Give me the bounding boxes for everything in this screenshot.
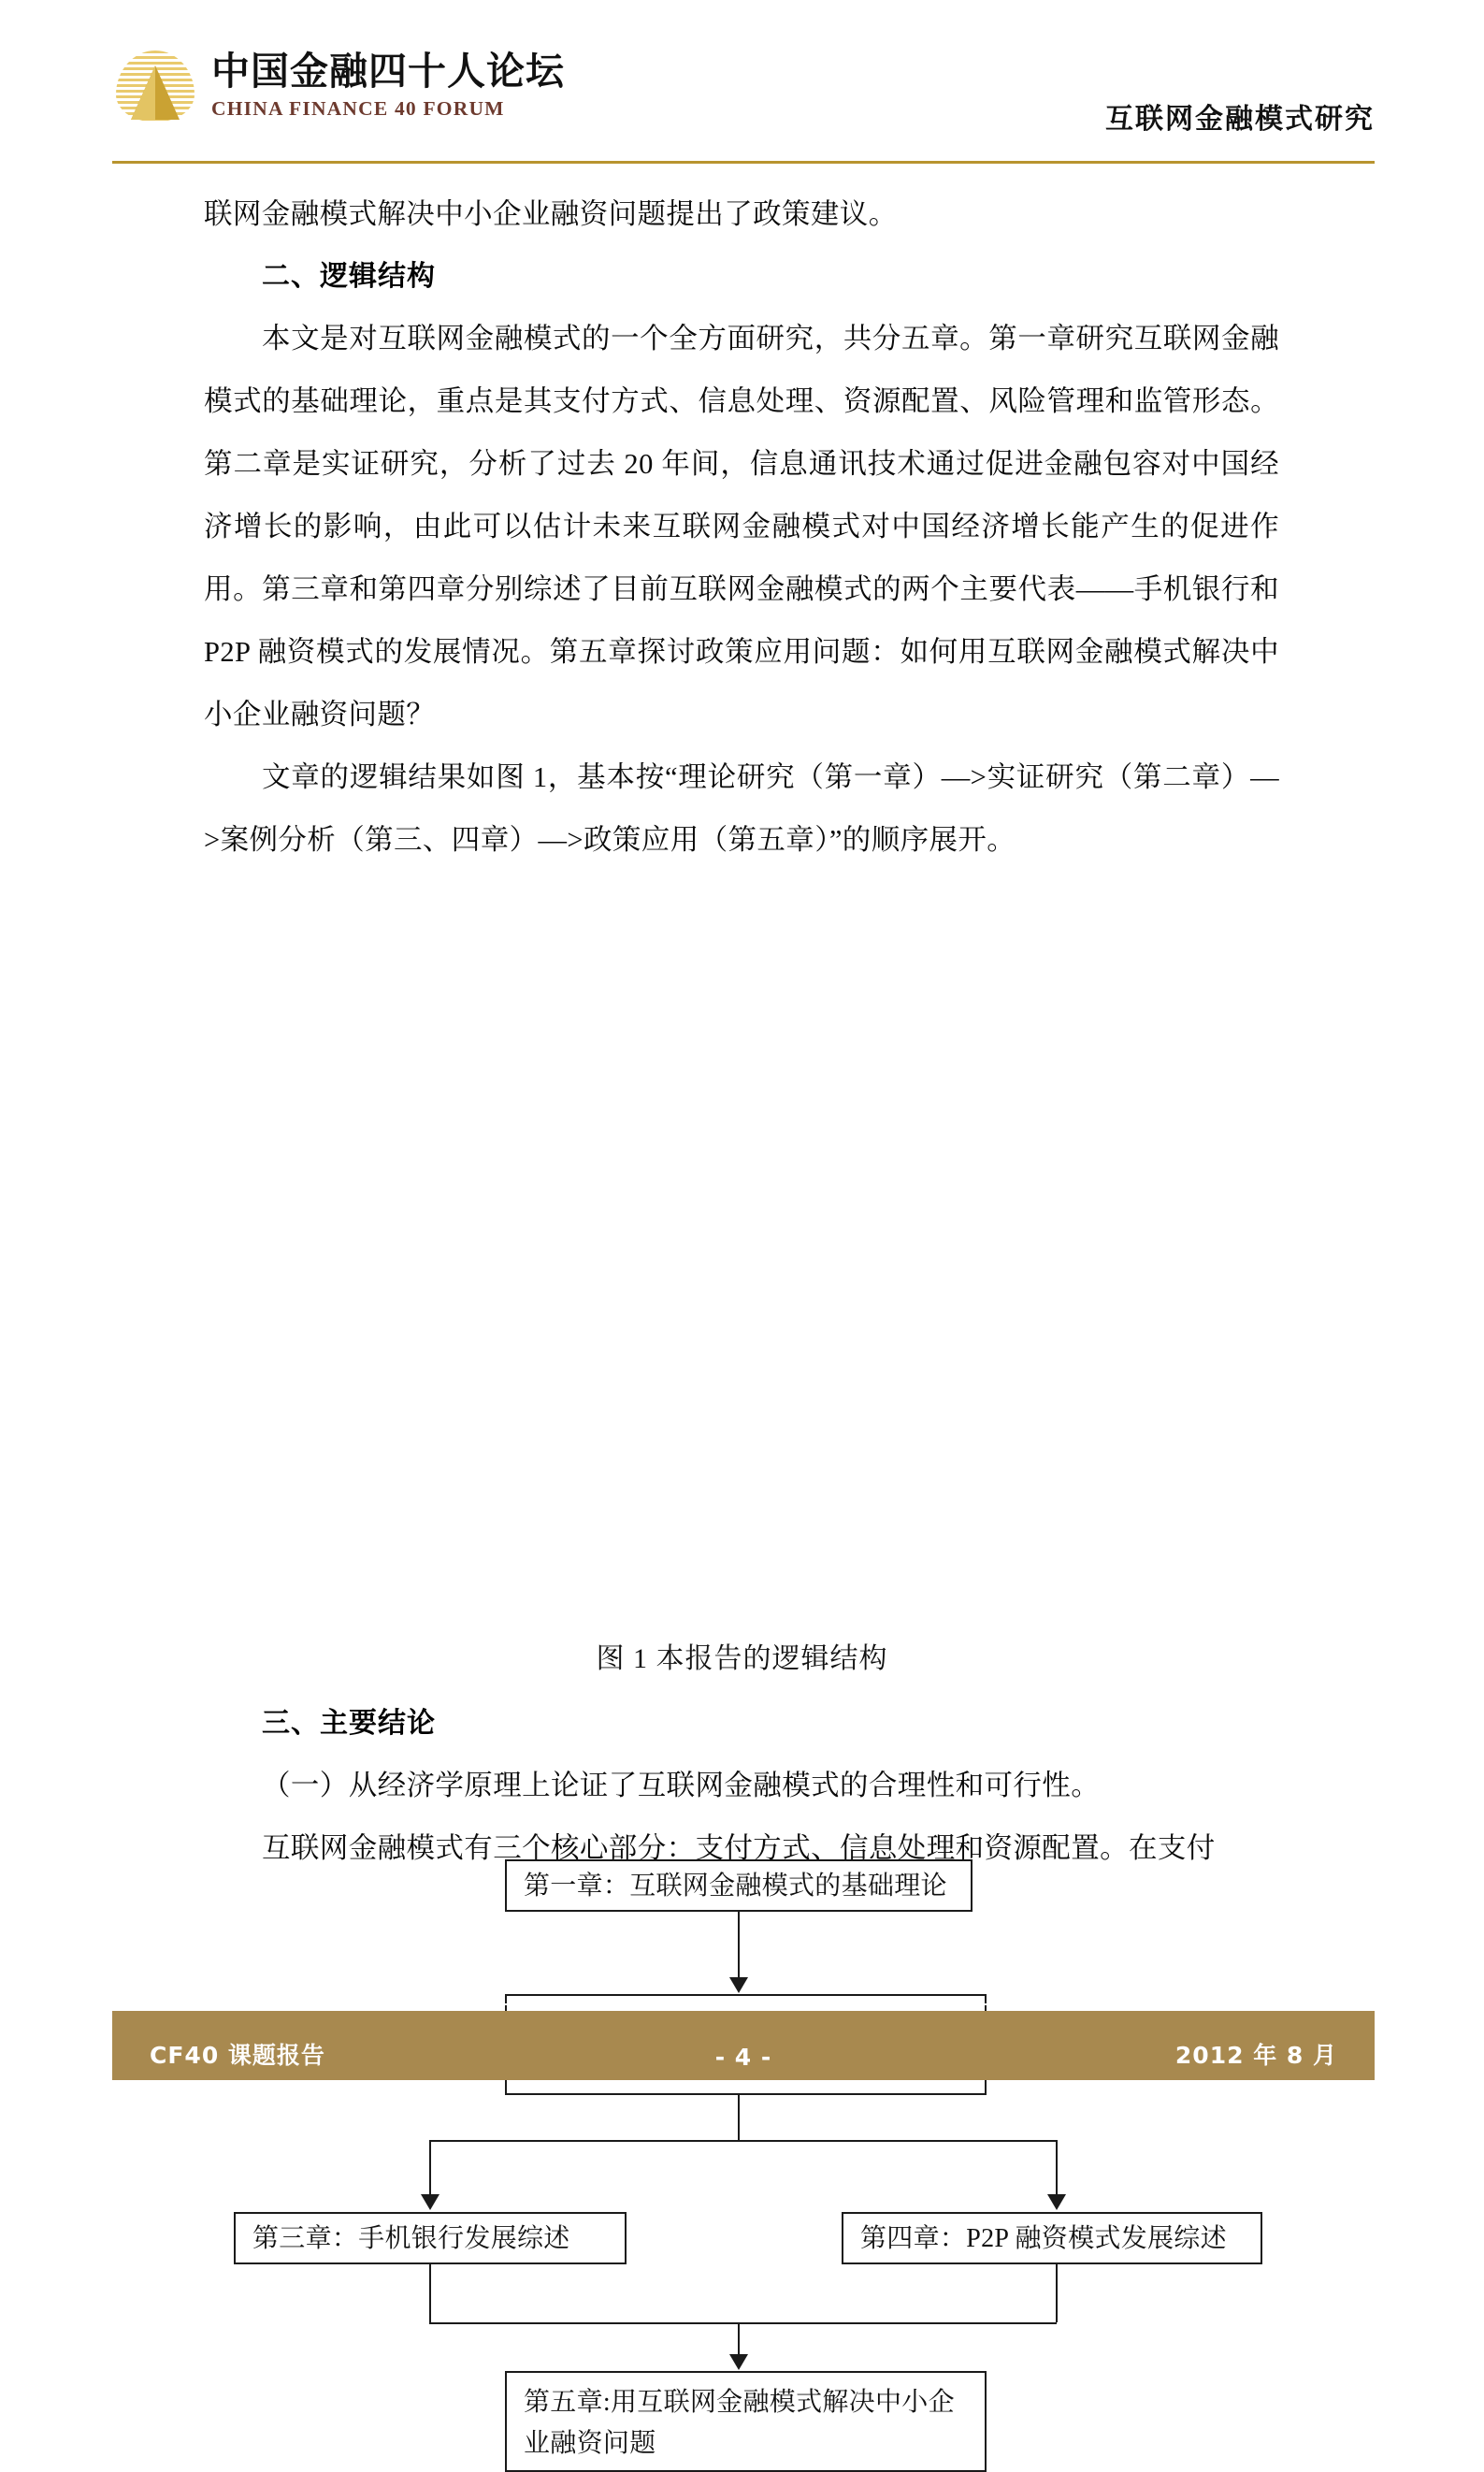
connector-box-4-down (1056, 2264, 1058, 2322)
arrowhead-to-box-4 (1047, 2194, 1066, 2210)
logo-text-block (211, 51, 565, 120)
flow-box-chapter-3-label: 第三章：手机银行发展综述 (252, 2224, 570, 2253)
figure-caption: 图 1 本报告的逻辑结构 (596, 1643, 888, 1674)
paragraph-logic-sequence: 文章的逻辑结果如图 1，基本按“理论研究（第一章）—>实证研究（第二章）—>案例分析（第三、四章）—>政策应用（第五章）”的顺序展开。 (204, 761, 1279, 856)
flow-box-chapter-1-label: 第一章：互联网金融模式的基础理论 (524, 1872, 947, 1901)
footer-divider (112, 2003, 1375, 2005)
connector-2-down (738, 2095, 740, 2140)
flow-box-chapter-4-label: 第四章：P2P 融资模式发展综述 (860, 2224, 1227, 2253)
flow-box-chapter-3 (234, 2212, 627, 2264)
arrowhead-to-box-5 (729, 2354, 748, 2370)
gold-pyramid-logo-icon (112, 45, 198, 127)
paragraph-conclusion-one: （一）从经济学原理上论证了互联网金融模式的合理性和可行性。 (262, 1770, 1101, 1801)
logo-chinese-name: 中国金融四十人论坛 (211, 49, 565, 94)
cf40-logo (112, 45, 565, 127)
footer-page-number: - 4 - (714, 2044, 772, 2071)
connector-to-box-4 (1056, 2140, 1058, 2194)
flow-box-chapter-5-label-line2: 业融资问题 (524, 2429, 656, 2458)
footer-date: 2012 年 8 月 (1174, 2042, 1337, 2069)
main-content-lower (204, 1693, 1279, 1880)
connector-split-horizontal (429, 2140, 1057, 2142)
header-divider (112, 161, 1375, 164)
logo-english-name: CHINA FINANCE 40 FORUM (211, 96, 505, 120)
section-heading-main-conclusions: 三、主要结论 (262, 1707, 436, 1740)
flow-box-chapter-5-label-line1: 第五章:用互联网金融模式解决中小企 (524, 2388, 955, 2417)
continued-line: 联网金融模式解决中小企业融资问题提出了政策建议。 (204, 198, 898, 230)
page-footer (112, 2011, 1375, 2080)
footer-report-label: CF40 课题报告 (150, 2042, 325, 2069)
paragraph-chapters-overview: 本文是对互联网金融模式的一个全方面研究，共分五章。第一章研究互联网金融模式的基础理论，重点是其支付方式、信息处理、资源配置、风险管理和监管形态。第二章是实证研究，分析了过去 20 年间，信息通讯技术通过促进金融包容对中国经济增长的影响，由此可以估计未来互联网金融模式对中国经济增长能产生的促进作用。第三章和第四章分别综述了目前互联网金融模式的两个主要代表——手机银行和 P2P 融资模式的发展情况。第五章探讨政策应用问题：如何用互联网金融模式解决中小企业融资问题？ (204, 323, 1279, 730)
header-document-title: 互联网金融模式研究 (1105, 104, 1375, 135)
flow-box-chapter-5 (505, 2371, 987, 2472)
arrowhead-to-box-3 (421, 2194, 439, 2210)
connector-merge-to-box-5 (738, 2322, 740, 2354)
section-heading-logical-structure: 二、逻辑结构 (262, 260, 436, 293)
paragraph-three-core-parts: 互联网金融模式有三个核心部分：支付方式、信息处理和资源配置。在支付 (262, 1832, 1216, 1864)
flow-box-chapter-4 (842, 2212, 1262, 2264)
arrowhead-to-box-2 (729, 1977, 748, 1993)
connector-1-to-2 (738, 1912, 740, 1977)
connector-to-box-3 (429, 2140, 431, 2194)
page-header (112, 37, 1375, 159)
connector-box-3-down (429, 2264, 431, 2322)
main-content-upper (204, 183, 1279, 872)
connector-merge-horizontal (429, 2322, 1057, 2324)
